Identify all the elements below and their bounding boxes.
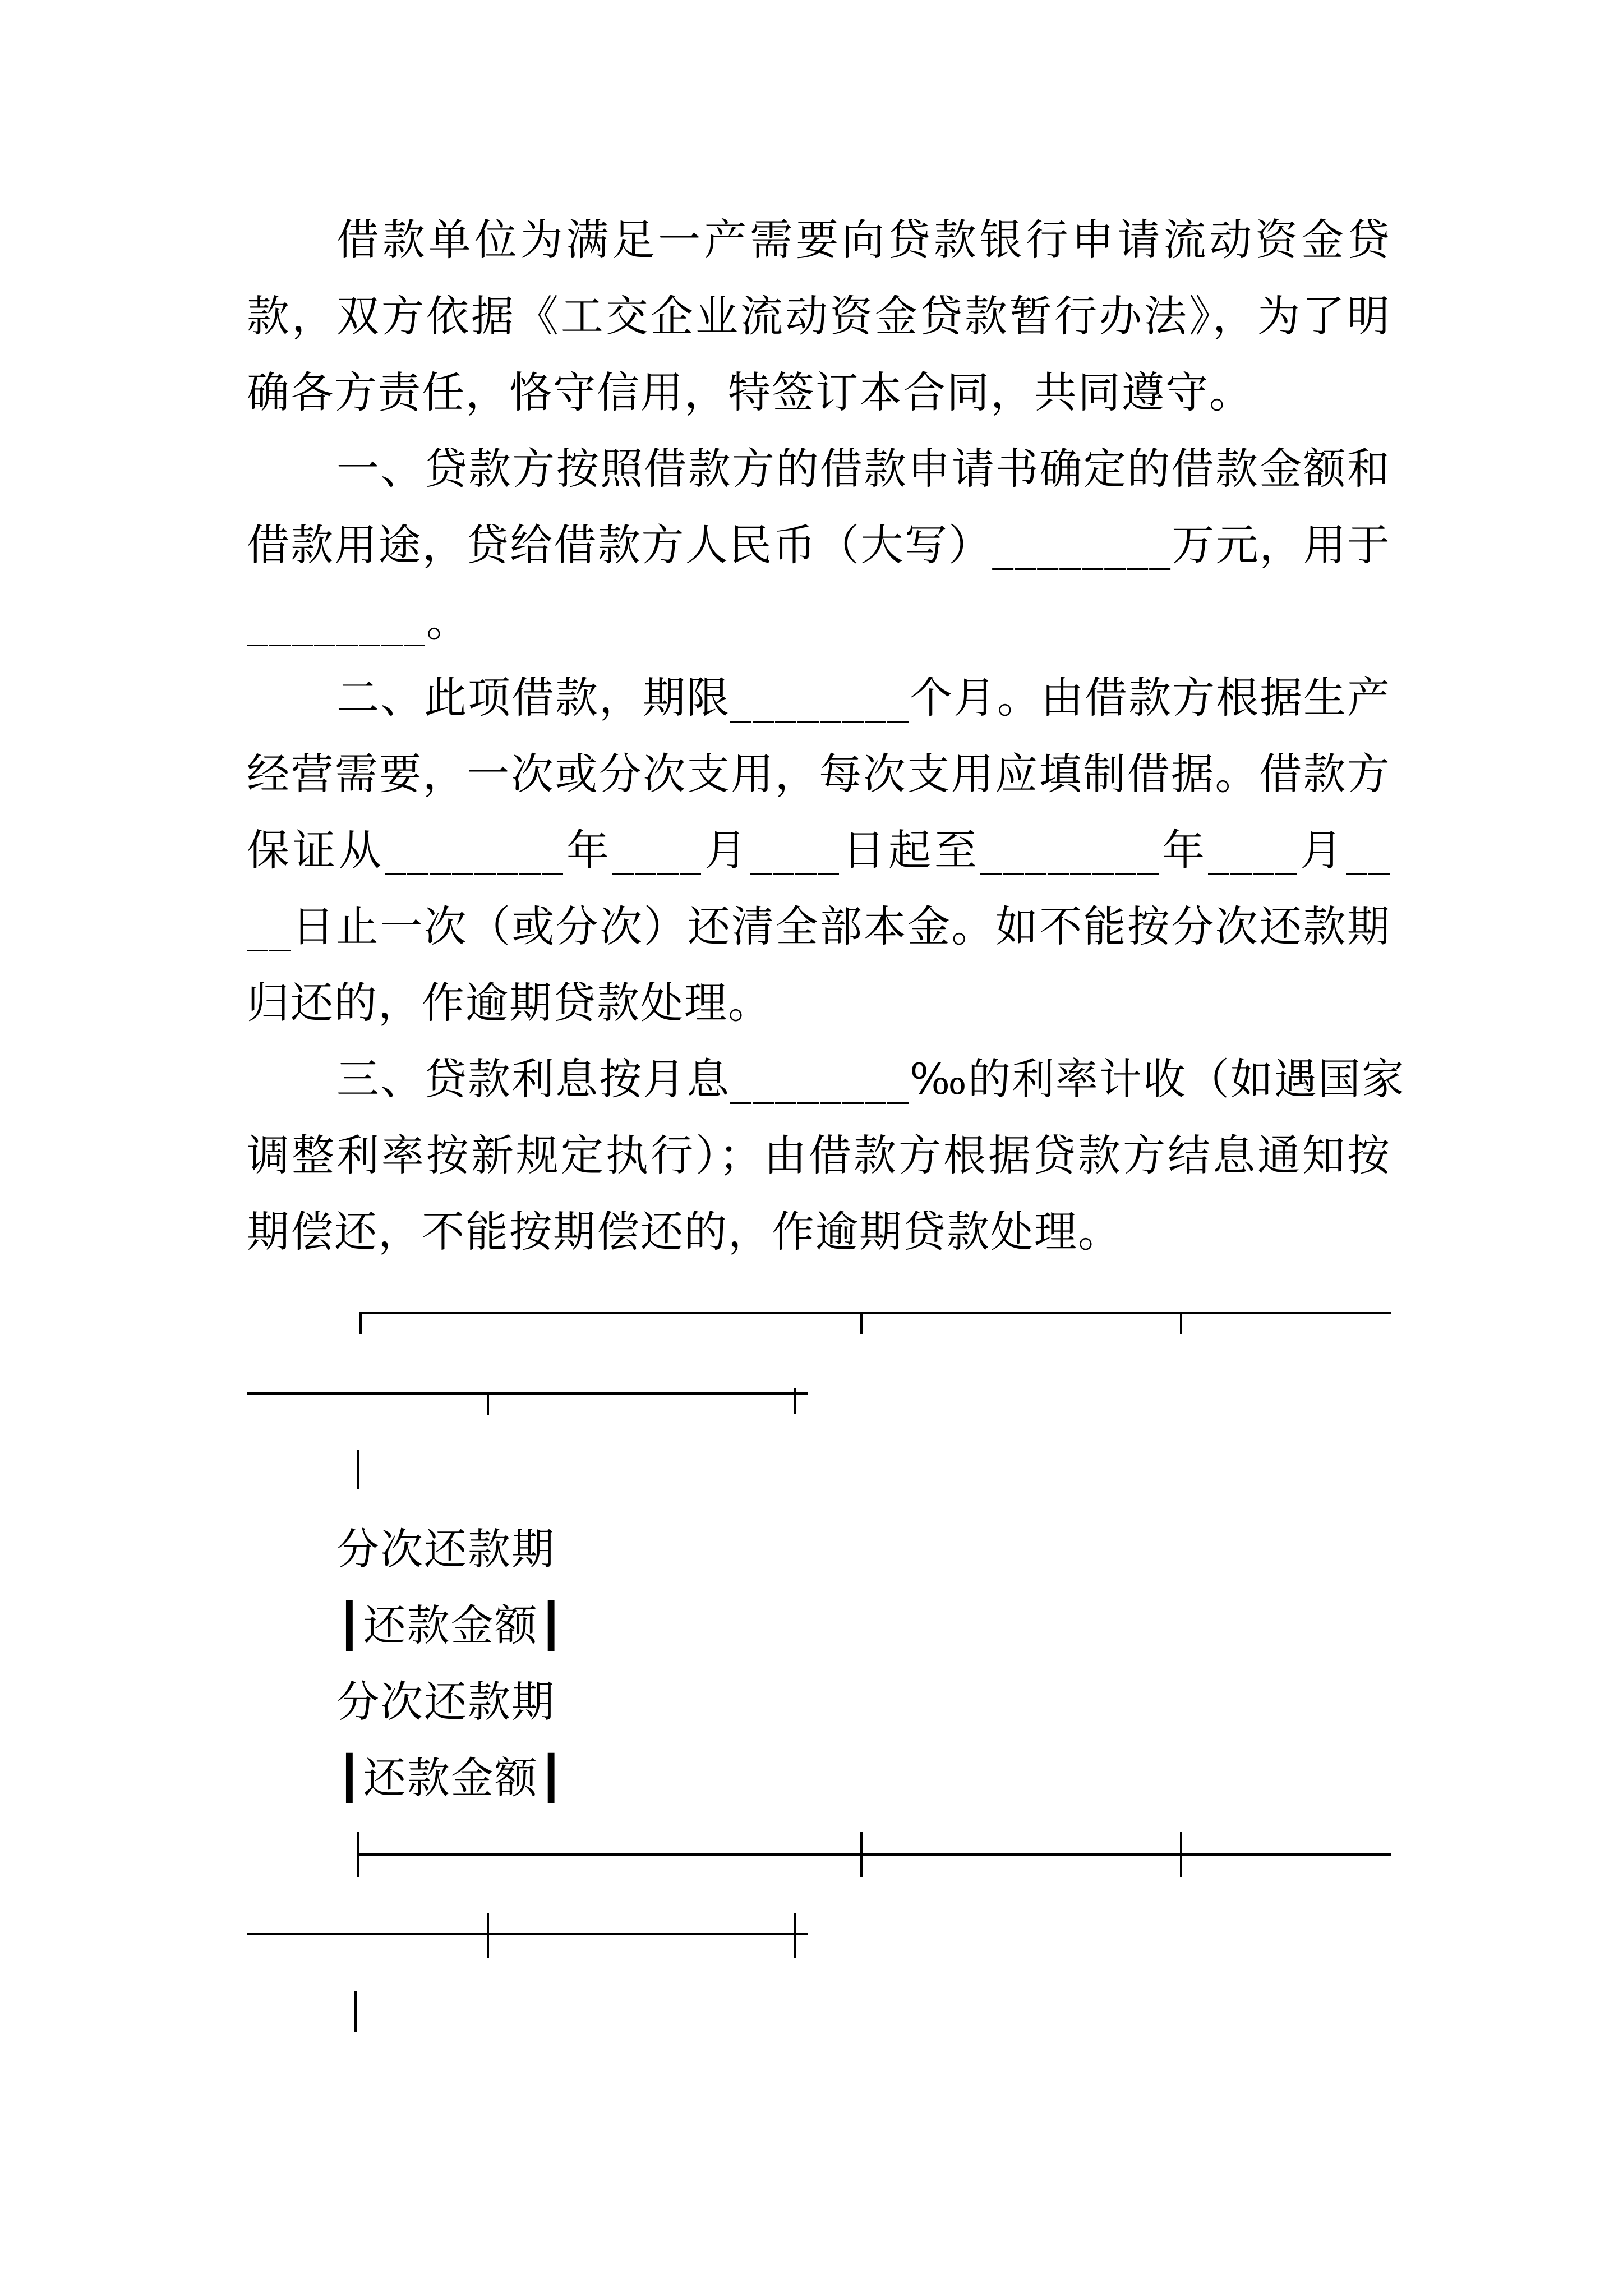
repayment-amount-label: ┃还款金额┃ [336,1600,565,1650]
preamble-line-1: 借款单位为满足一产需要向贷款银行申请流动资金贷 [336,215,1391,265]
installment-period-label-2: 分次还款期 [336,1677,555,1727]
clause-2-line-5: 归还的，作逾期贷款处理。 [247,978,772,1028]
clause-1-line-1: 一、贷款方按照借款方的借款申请书确定的借款金额和 [336,444,1391,494]
clause-3-line-3: 期偿还，不能按期偿还的，作逾期贷款处理。 [247,1207,1122,1257]
clause-3-line-2: 调整利率按新规定执行）；由借款方根据贷款方结息通知按 [247,1130,1391,1180]
clause-2-line-4: __日止一次（或分次）还清全部本金。如不能按分次还款期 [247,901,1391,951]
clause-3-line-1: 三、贷款利息按月息________‰的利率计收（如遇国家 [336,1054,1405,1104]
clause-1-line-2: 借款用途，贷给借款方人民币（大写）________万元，用于 [247,520,1391,570]
clause-2-line-1: 二、此项借款，期限________个月。由借款方根据生产 [336,673,1391,723]
installment-period-label: 分次还款期 [336,1524,555,1574]
preamble-line-3: 确各方责任，恪守信用，特签订本合同，共同遵守。 [247,367,1253,417]
repayment-amount-label-2: ┃还款金额┃ [336,1753,565,1803]
preamble-line-2: 款，双方依据《工交企业流动资金贷款暂行办法》，为了明 [247,291,1391,341]
clause-1-line-3: ________。 [247,596,470,646]
clause-2-line-2: 经营需要，一次或分次支用，每次支用应填制借据。借款方 [247,749,1391,799]
clause-2-line-3: 保证从________年____月____日起至________年____月__ [247,825,1391,875]
